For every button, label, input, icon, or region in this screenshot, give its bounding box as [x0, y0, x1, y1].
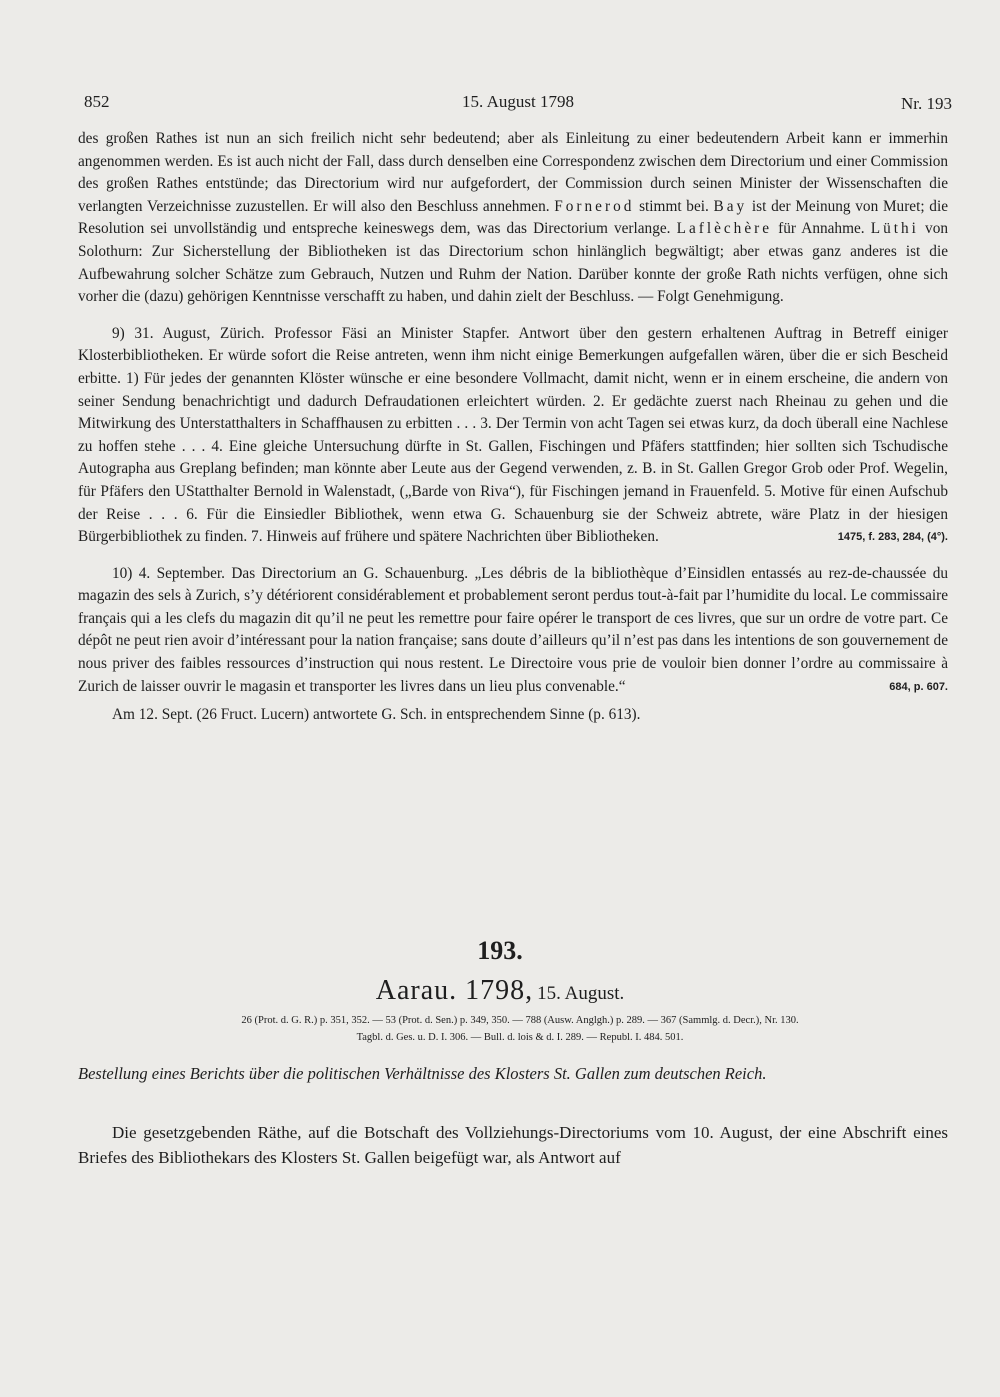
speaker-name: Bay	[713, 197, 748, 215]
speaker-name: Laflèchère	[676, 220, 773, 238]
archive-reference: 684, p. 607.	[889, 680, 948, 693]
paragraph-am: Am 12. Sept. (26 Fruct. Lucern) antwortete G. Sch. in entsprechendem Sinne (p. 613).	[112, 706, 641, 724]
speaker-name: Fornerod	[554, 197, 635, 215]
document-date: 15. August.	[537, 983, 625, 1004]
running-header	[84, 92, 952, 116]
paragraph-10: 10) 4. September. Das Directorium an G. Schauenburg. „Les débris de la bibliothèque d’Einsidlen entassés au rez-de-chaussée du magazin des sels à Zurich, s’y détériorent considérablement et probablement seront perdus tout-à-fait par l’humidite du local. Le commissaire français qui a les clefs du magazin dit qu’il ne peut les remettre pour faire opérer le transport de ces livres, que sur un ordre de votre part. Ce dépôt ne peut rien avoir d’intéressant pour la nation française; sans doute d’ailleurs qu’il n’est pas dans les intentions de son gouvernement de nous priver des faibles ressources d’instruction qui nous restent. Le Directoire vous prie de vouloir bien donner l’ordre au commissaire à Zurich de laisser ouvrir le magasin et transporter les livres dans un lieu plus convenable.“ 684, p. 607.	[78, 563, 948, 699]
document-heading	[0, 975, 1000, 1007]
paragraph-continued: des großen Rathes ist nun an sich freilich nicht sehr bedeutend; aber als Einleitung zu einer bedeutendern Arbeit kann er immerhin angenommen werden. Es ist auch nicht der Fall, dass durch denselben eine Correspondenz zwischen dem Directorium und einer Commission des großen Rathes entstünde; das Directorium wird nur aufgefordert, der Commission durch seinen Minister der Wissenschaften die verlangten Verzeichnisse zuzustellen. Er will also den Beschluss annehmen. Fornerod stimmt bei. Bay ist der Meinung von Muret; die Resolution sei unvollständig und entspreche keineswegs dem, was das Directorium verlange. Laflèchère für Annahme. Lüthi von Solothurn: Zur Sicherstellung der Bibliotheken ist das Directorium schon hinlänglich begwältigt; aber etwas ganz anderes ist die Aufbewahrung solcher Schätze zum Gebrauch, Nutzen und Ruhm der Nation. Darüber konnte der große Rath nichts verfügen, ohne sich vorher die (dazu) gehörigen Kenntnisse verschafft zu haben, und dahin zielt der Beschluss. — Folgt Genehmigung.	[78, 130, 948, 306]
source-references	[100, 1012, 940, 1046]
page-number: 852	[84, 92, 110, 111]
source-line: Tagbl. d. Ges. u. D. I. 306. — Bull. d. lois & d. I. 289. — Republ. I. 484. 501.	[356, 1032, 684, 1043]
speaker-name: Lüthi	[870, 220, 919, 238]
header-date: 15. August 1798	[462, 92, 574, 111]
paragraph-9: 9) 31. August, Zürich. Professor Fäsi an Minister Stapfer. Antwort über den gestern erhaltenen Auftrag in Betreff einiger Klosterbibliotheken. Er würde sofort die Reise antreten, wenn ihm nicht einige Bemerkungen aufgefallen wären, über die er sich Bescheid erbitte. 1) Für jedes der genannten Klöster wünsche er eine besondere Vollmacht, damit nicht, wenn er in einem erscheine, die andern von seiner Sendung benachrichtigt und dadurch Defraudationen erleichtert würden. 2. Er gedächte zuerst nach Rheinau zu gehen und die Mitwirkung des Unterstatthalters in Schaffhausen zu erbitten . . . 3. Der Termin von acht Tagen sei etwas kurz, da doch überall eine Nachlese zu hoffen stehe . . . 4. Eine gleiche Untersuchung dürfte in St. Gallen, Fischingen und Pfäfers stattfinden; hier sollten sich Tschudische Autographa aus Greplang befinden; man könnte aber Leute aus der Gegend verwenden, z. B. in St. Gallen Gregor Grob oder Prof. Wegelin, für Pfäfers den UStatthalter Bernold in Walenstadt, („Barde von Riva“), für Fischingen jemand in Frauenfeld. 5. Motive für einen Aufschub der Reise . . . 6. Für die Einsiedler Bibliothek, wenn etwa G. Schauenburg sie der Schweiz abtrete, wäre Platz in der hiesigen Bürgerbibliothek zu finden. 7. Hinweis auf frühere und spätere Nachrichten über Bibliotheken. 1475, f. 283, 284, (4°).	[78, 323, 948, 549]
source-line: 26 (Prot. d. G. R.) p. 351, 352. — 53 (Prot. d. Sen.) p. 349, 350. — 788 (Ausw. Anglgh.) p. 289. — 367 (Sammlg. d. Decr.), Nr. 130.	[241, 1015, 799, 1026]
main-text	[78, 128, 948, 727]
document-number: 193.	[477, 936, 523, 965]
header-document-number: Nr. 193	[901, 94, 952, 113]
archive-reference: 1475, f. 283, 284, (4°).	[837, 531, 948, 544]
document-place-year: Aarau. 1798,	[375, 975, 534, 1006]
document-summary: Bestellung eines Berichts über die politischen Verhältnisse des Klosters St. Gallen zum deutschen Reich.	[78, 1064, 767, 1083]
document-text: Die gesetzgebenden Räthe, auf die Botschaft des Vollziehungs-Directoriums vom 10. August, der eine Abschrift eines Briefes des Bibliothekars des Klosters St. Gallen beigefügt war, als Antwort auf	[78, 1123, 948, 1167]
